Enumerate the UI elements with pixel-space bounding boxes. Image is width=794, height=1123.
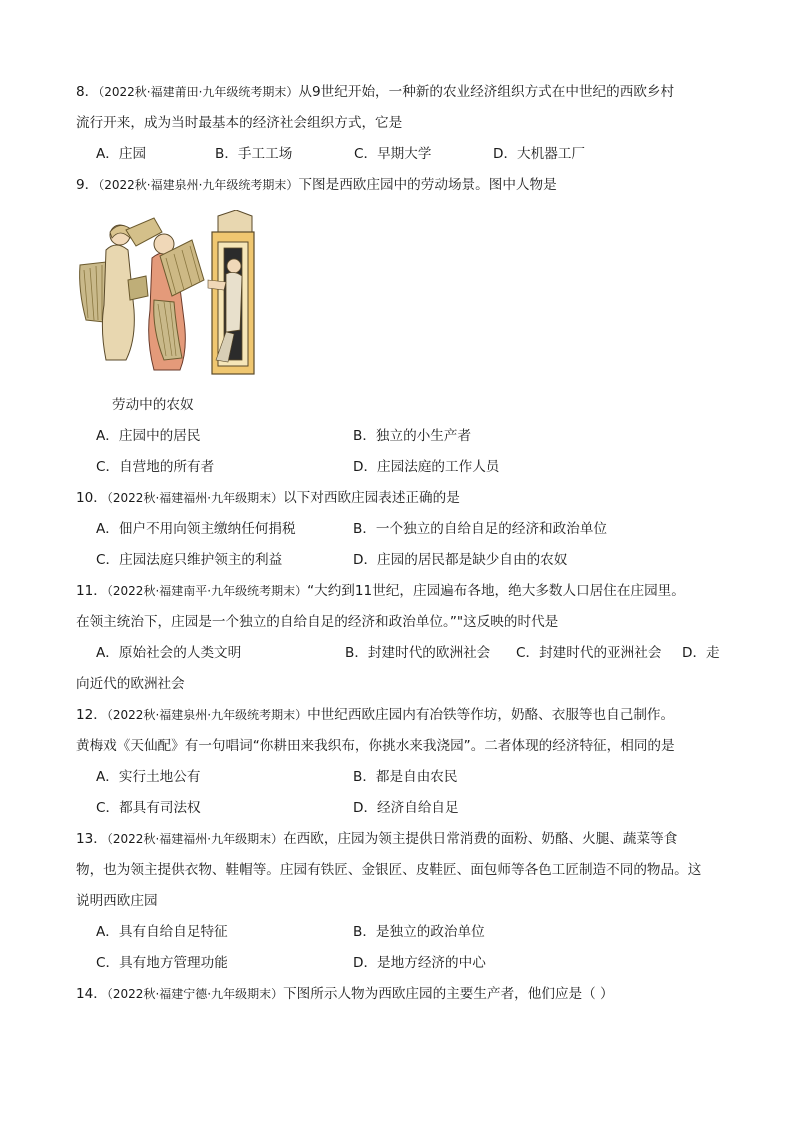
question-13-line-3: 说明西欧庄园 xyxy=(76,893,158,909)
q8-option-a: A．庄园 xyxy=(96,146,147,162)
question-text: 从9世纪开始，一种新的农业经济组织方式在中世纪的西欧乡村 xyxy=(298,84,675,100)
q9-option-d: D．庄园法庭的工作人员 xyxy=(353,459,500,475)
q10-option-b: B．一个独立的自给自足的经济和政治单位 xyxy=(353,521,608,537)
question-number: 10． xyxy=(76,490,107,506)
q11-option-d: D．走 xyxy=(682,645,720,661)
question-text: “大约到11世纪，庄园遍布各地，绝大多数人口居住在庄园里。 xyxy=(307,583,685,599)
question-12-line-2: 黄梅戏《天仙配》有一句唱词“你耕田来我织布，你挑水来我浇园”。二者体现的经济特征，相同的是 xyxy=(76,738,675,754)
question-source: （2022秋·福建福州·九年级期末） xyxy=(106,832,284,846)
question-number: 13． xyxy=(76,831,107,847)
question-text: 下图是西欧庄园中的劳动场景。图中人物是 xyxy=(298,177,557,193)
question-source: （2022秋·福建南平·九年级统考期末） xyxy=(106,584,308,598)
q11-option-d-continuation: 向近代的欧洲社会 xyxy=(76,676,185,692)
question-number: 9． xyxy=(76,177,99,193)
q10-option-a: A．佃户不用向领主缴纳任何捐税 xyxy=(96,521,296,537)
question-number: 8． xyxy=(76,84,99,100)
question-number: 11． xyxy=(76,583,107,599)
q13-option-b: B．是独立的政治单位 xyxy=(353,924,485,940)
question-source: （2022秋·福建宁德·九年级期末） xyxy=(106,987,284,1001)
q12-option-a: A．实行土地公有 xyxy=(96,769,201,785)
question-number: 14． xyxy=(76,986,107,1002)
q11-option-a: A．原始社会的人类文明 xyxy=(96,645,242,661)
q12-option-b: B．都是自由农民 xyxy=(353,769,458,785)
q13-option-a: A．具有自给自足特征 xyxy=(96,924,228,940)
question-8-line-1 xyxy=(76,82,674,102)
q11-option-c: C．封建时代的亚洲社会 xyxy=(516,645,662,661)
figure-caption: 劳动中的农奴 xyxy=(112,397,194,413)
q9-option-a: A．庄园中的居民 xyxy=(96,428,201,444)
question-9-line-1 xyxy=(76,175,557,195)
question-13-line-2: 物，也为领主提供衣物、鞋帽等。庄园有铁匠、金银匠、皮鞋匠、面包师等各色工匠制造不同的物品。这 xyxy=(76,862,702,878)
q11-option-b: B．封建时代的欧洲社会 xyxy=(345,645,491,661)
q8-option-c: C．早期大学 xyxy=(354,146,432,162)
serfs-illustration xyxy=(76,210,256,380)
question-text: 中世纪西欧庄园内有冶铁等作坊，奶酪、衣服等也自己制作。 xyxy=(307,707,675,723)
question-source: （2022秋·福建泉州·九年级统考期末） xyxy=(106,708,308,722)
q12-option-d: D．经济自给自足 xyxy=(353,800,459,816)
question-source: （2022秋·福建泉州·九年级统考期末） xyxy=(98,178,299,192)
question-10-line-1 xyxy=(76,488,460,508)
q13-option-d: D．是地方经济的中心 xyxy=(353,955,486,971)
q12-option-c: C．都具有司法权 xyxy=(96,800,201,816)
question-14-line-1 xyxy=(76,984,614,1004)
q9-option-c: C．自营地的所有者 xyxy=(96,459,215,475)
question-11-line-2: 在领主统治下，庄园是一个独立的自给自足的经济和政治单位。”"这反映的时代是 xyxy=(76,614,559,630)
q13-option-c: C．具有地方管理功能 xyxy=(96,955,228,971)
question-8-line-2: 流行开来，成为当时最基本的经济社会组织方式，它是 xyxy=(76,115,403,131)
question-text: 下图所示人物为西欧庄园的主要生产者，他们应是（ ） xyxy=(283,986,614,1002)
question-number: 12． xyxy=(76,707,107,723)
q10-option-d: D．庄园的居民都是缺少自由的农奴 xyxy=(353,552,568,568)
q8-option-d: D．大机器工厂 xyxy=(493,146,586,162)
question-source: （2022秋·福建福州·九年级期末） xyxy=(106,491,284,505)
question-text: 在西欧，庄园为领主提供日常消费的面粉、奶酪、火腿、蔬菜等食 xyxy=(283,831,678,847)
q9-option-b: B．独立的小生产者 xyxy=(353,428,472,444)
question-11-line-1 xyxy=(76,581,685,601)
q8-option-b: B．手工工场 xyxy=(215,146,293,162)
question-source: （2022秋·福建莆田·九年级统考期末） xyxy=(98,85,299,99)
question-text: 以下对西欧庄园表述正确的是 xyxy=(283,490,460,506)
question-13-line-1 xyxy=(76,829,677,849)
question-12-line-1 xyxy=(76,705,674,725)
q10-option-c: C．庄园法庭只维护领主的利益 xyxy=(96,552,283,568)
